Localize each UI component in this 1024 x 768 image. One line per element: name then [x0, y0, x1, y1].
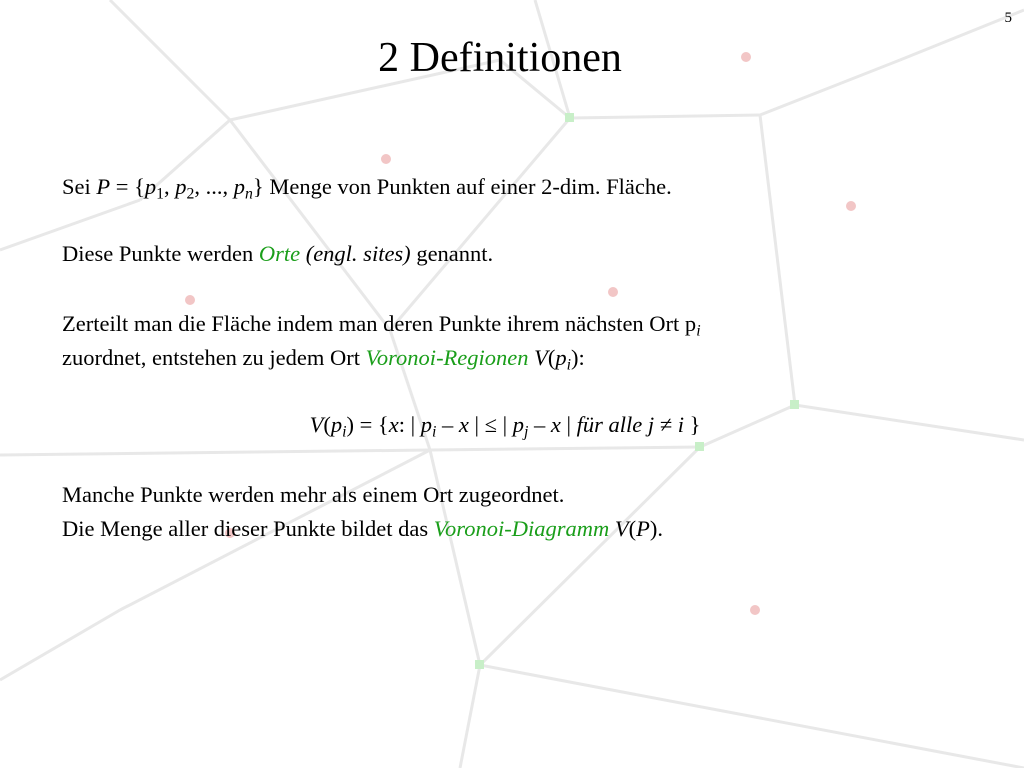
subscript: i [696, 322, 701, 340]
text: Die Menge aller dieser Punkte bildet das [62, 516, 434, 541]
subscript: i [431, 423, 437, 441]
vertex-dot [695, 442, 704, 451]
condition: für alle j ≠ i [576, 412, 684, 437]
voronoi-edge [0, 450, 430, 455]
text: Manche Punkte werden mehr als einem Ort zugeordnet. [62, 482, 565, 507]
voronoi-formula [0, 412, 1010, 441]
symbol-p: p [555, 345, 567, 370]
subscript: 1 [156, 185, 165, 203]
term-voronoi-regionen: Voronoi-Regionen [365, 345, 529, 370]
subscript: i [342, 423, 347, 441]
symbol-p: p [175, 174, 187, 199]
text: – [528, 412, 551, 437]
text: ): [571, 345, 585, 370]
text: ) = { [346, 412, 389, 437]
site-dot [608, 287, 618, 297]
symbol-V: V [309, 412, 324, 437]
voronoi-edge [0, 610, 120, 680]
text: Diese Punkte werden [62, 241, 259, 266]
symbol-p: p [420, 412, 432, 437]
voronoi-edge [480, 665, 1024, 768]
voronoi-edge [430, 447, 700, 450]
voronoi-edge [760, 115, 795, 405]
text: Zerteilt man die Fläche indem man deren Punkte ihrem nächsten Ort p [62, 311, 697, 336]
text: genannt. [410, 241, 494, 266]
text: ( [547, 345, 556, 370]
text: , ..., [194, 174, 234, 199]
symbol-p: p [512, 412, 524, 437]
definition-set-line [62, 174, 672, 203]
symbol-V: V [614, 516, 629, 541]
page-number: 5 [1004, 10, 1012, 26]
voronoi-edge [460, 665, 480, 768]
voronoi-edge [230, 120, 390, 330]
site-dot [381, 154, 391, 164]
voronoi-region-line-1 [62, 311, 701, 340]
text: Menge von Punkten auf einer 2-dim. Fläche. [263, 174, 672, 199]
symbol-x: x [550, 412, 561, 437]
symbol-p: p [330, 412, 343, 437]
vertex-dot [565, 113, 574, 122]
text: = { [110, 174, 145, 199]
text: } [683, 412, 701, 437]
text: : | [398, 412, 421, 437]
subscript: i [566, 356, 572, 374]
symbol-V: V [534, 345, 548, 370]
text: – [436, 412, 459, 437]
symbol-P: P [636, 516, 650, 541]
text: Sei [62, 174, 91, 199]
symbol-p: p [233, 174, 246, 199]
sites-definition-line [62, 241, 493, 267]
symbol-x: x [388, 412, 399, 437]
text: | ≤ | [468, 412, 513, 437]
text: , [164, 174, 176, 199]
voronoi-region-line-2 [62, 345, 585, 374]
text: (engl. sites) [305, 241, 411, 266]
term-orte: Orte [258, 241, 301, 266]
subscript: n [245, 185, 253, 203]
shared-points-line [62, 482, 564, 508]
site-dot [846, 201, 856, 211]
site-dot [750, 605, 760, 615]
voronoi-edge [390, 118, 570, 330]
site-dot [185, 295, 195, 305]
vertex-dot [790, 400, 799, 409]
text: ( [628, 516, 637, 541]
voronoi-diagram-line [62, 516, 663, 542]
term-voronoi-diagramm: Voronoi-Diagramm [433, 516, 610, 541]
text: zuordnet, entstehen zu jedem Ort [62, 345, 366, 370]
slide-title: 2 Definitionen [378, 35, 622, 81]
subscript: j [523, 423, 529, 441]
text: ( [323, 412, 331, 437]
vertex-dot [475, 660, 484, 669]
voronoi-edge [480, 447, 700, 665]
text: | [560, 412, 577, 437]
text: } [252, 174, 264, 199]
voronoi-edge [570, 115, 760, 118]
subscript: 2 [186, 185, 195, 203]
symbol-P: P [96, 174, 111, 199]
symbol-x: x [458, 412, 469, 437]
symbol-p: p [144, 174, 157, 199]
text: ). [649, 516, 663, 541]
